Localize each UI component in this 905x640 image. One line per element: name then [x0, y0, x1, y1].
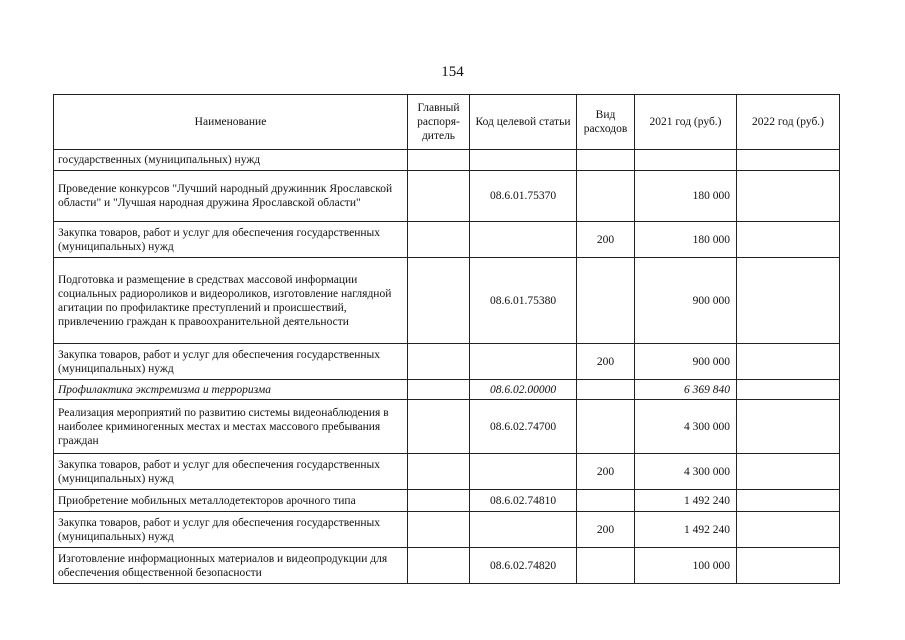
column-header-code: Код целевой статьи [470, 95, 577, 150]
cell-expense-type [577, 400, 635, 454]
cell-expense-type [577, 490, 635, 512]
cell-amount-2022 [737, 171, 840, 222]
table-row [54, 490, 840, 512]
cell-amount-2022 [737, 150, 840, 171]
cell-code: 08.6.02.74820 [470, 548, 577, 584]
cell-expense-type: 200 [577, 454, 635, 490]
cell-expense-type: 200 [577, 344, 635, 380]
cell-manager [408, 344, 470, 380]
header-row [54, 95, 840, 150]
budget-table [53, 94, 840, 584]
table-row [54, 258, 840, 344]
table-row [54, 150, 840, 171]
cell-amount-2021: 180 000 [635, 171, 737, 222]
cell-amount-2022 [737, 490, 840, 512]
cell-name: Закупка товаров, работ и услуг для обеспечения государственных (муниципальных) нужд [54, 222, 408, 258]
table-row [54, 400, 840, 454]
cell-amount-2021: 100 000 [635, 548, 737, 584]
cell-manager [408, 150, 470, 171]
table-row [54, 454, 840, 490]
table-row [54, 344, 840, 380]
table-row [54, 380, 840, 400]
cell-expense-type [577, 380, 635, 400]
cell-amount-2021: 900 000 [635, 344, 737, 380]
cell-amount-2021: 4 300 000 [635, 400, 737, 454]
cell-name: государственных (муниципальных) нужд [54, 150, 408, 171]
cell-code: 08.6.02.74810 [470, 490, 577, 512]
cell-name: Реализация мероприятий по развитию системы видеонаблюдения в наиболее криминогенных местах и местах массового пребывания граждан [54, 400, 408, 454]
column-header-name: Наименование [54, 95, 408, 150]
cell-expense-type [577, 258, 635, 344]
cell-amount-2022 [737, 548, 840, 584]
table-row [54, 512, 840, 548]
table-row [54, 222, 840, 258]
cell-code [470, 150, 577, 171]
cell-name: Закупка товаров, работ и услуг для обеспечения государственных (муниципальных) нужд [54, 512, 408, 548]
column-header-2021: 2021 год (руб.) [635, 95, 737, 150]
cell-name: Подготовка и размещение в средствах массовой информации социальных радиороликов и видеороликов, изготовление наглядной агитации по профилактике преступлений и происшествий, привлечению граждан к правоохранительной деятельности [54, 258, 408, 344]
cell-amount-2022 [737, 400, 840, 454]
cell-manager [408, 171, 470, 222]
cell-manager [408, 400, 470, 454]
cell-code: 08.6.01.75370 [470, 171, 577, 222]
cell-expense-type: 200 [577, 512, 635, 548]
table-row [54, 171, 840, 222]
cell-code [470, 222, 577, 258]
cell-amount-2021: 900 000 [635, 258, 737, 344]
cell-manager [408, 512, 470, 548]
cell-name: Приобретение мобильных металлодетекторов арочного типа [54, 490, 408, 512]
column-header-expense-type: Вид расходов [577, 95, 635, 150]
cell-amount-2022 [737, 258, 840, 344]
column-header-manager: Главный распоря-дитель [408, 95, 470, 150]
cell-amount-2021: 180 000 [635, 222, 737, 258]
cell-amount-2021: 1 492 240 [635, 512, 737, 548]
cell-name: Закупка товаров, работ и услуг для обеспечения государственных (муниципальных) нужд [54, 454, 408, 490]
cell-code: 08.6.01.75380 [470, 258, 577, 344]
cell-amount-2021: 4 300 000 [635, 454, 737, 490]
cell-manager [408, 490, 470, 512]
cell-code: 08.6.02.74700 [470, 400, 577, 454]
cell-amount-2022 [737, 222, 840, 258]
table-row [54, 548, 840, 584]
cell-amount-2022 [737, 344, 840, 380]
cell-amount-2021 [635, 150, 737, 171]
table-body [54, 150, 840, 584]
page-number: 154 [441, 64, 464, 80]
cell-expense-type: 200 [577, 222, 635, 258]
column-header-2022: 2022 год (руб.) [737, 95, 840, 150]
cell-amount-2021: 6 369 840 [635, 380, 737, 400]
cell-expense-type [577, 548, 635, 584]
cell-expense-type [577, 171, 635, 222]
cell-manager [408, 258, 470, 344]
cell-manager [408, 222, 470, 258]
cell-amount-2022 [737, 454, 840, 490]
cell-name: Изготовление информационных материалов и видеопродукции для обеспечения общественной безопасности [54, 548, 408, 584]
cell-name: Проведение конкурсов "Лучший народный дружинник Ярославской области" и "Лучшая народная дружина Ярославской области" [54, 171, 408, 222]
cell-name: Профилактика экстремизма и терроризма [54, 380, 408, 400]
cell-code [470, 344, 577, 380]
cell-code: 08.6.02.00000 [470, 380, 577, 400]
cell-expense-type [577, 150, 635, 171]
cell-name: Закупка товаров, работ и услуг для обеспечения государственных (муниципальных) нужд [54, 344, 408, 380]
cell-manager [408, 548, 470, 584]
cell-manager [408, 454, 470, 490]
cell-amount-2022 [737, 512, 840, 548]
cell-amount-2022 [737, 380, 840, 400]
cell-amount-2021: 1 492 240 [635, 490, 737, 512]
cell-manager [408, 380, 470, 400]
cell-code [470, 454, 577, 490]
cell-code [470, 512, 577, 548]
